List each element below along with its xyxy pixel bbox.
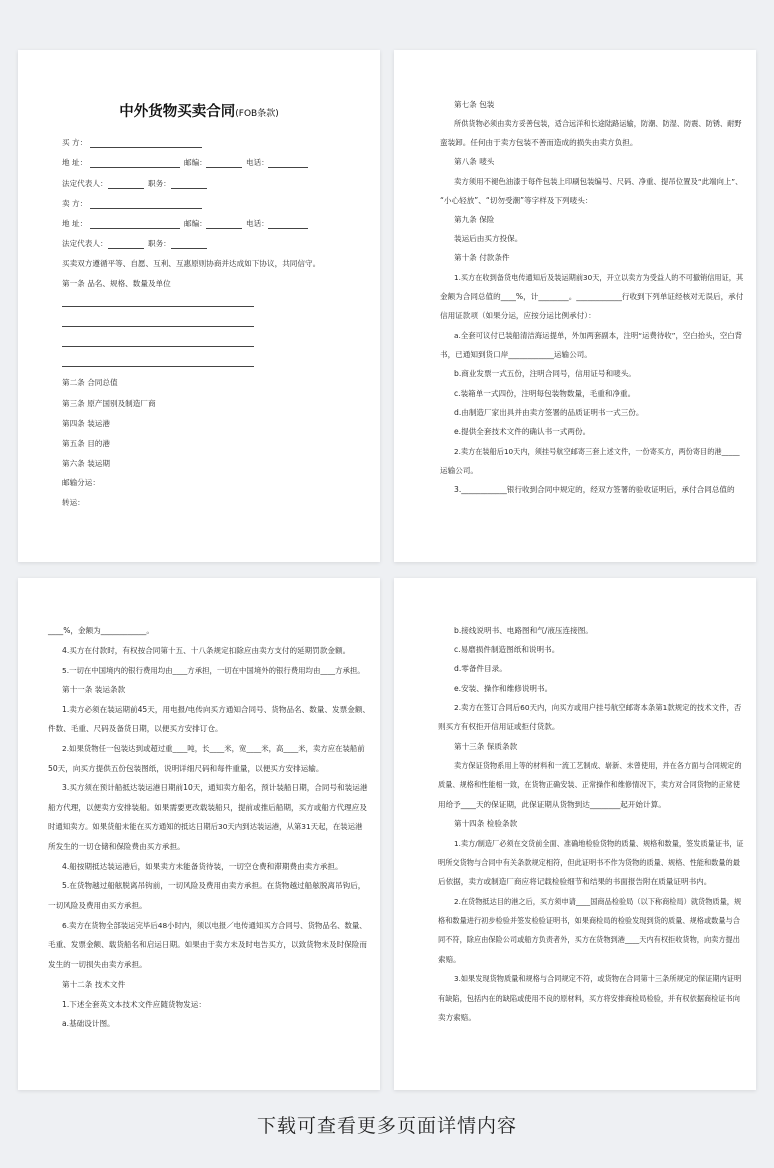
text-line: 4.船按期抵达装运港后，如果卖方未能备货待装，一切空仓费和滞期费由卖方承担。: [62, 862, 343, 871]
article-6-heading: 第六条 装运期: [62, 459, 110, 468]
text-line: d.由制造厂家出具并由卖方签署的品质证明书一式三份。: [454, 408, 644, 417]
text-line: 时通知卖方。如果货船未能在买方通知的抵达日期后30天内到达装运港，从第31天起，在装运港: [48, 822, 363, 831]
text-line: 1.卖方/制造厂必须在交货前全面、准确地检验货物的质量、规格和数量，签发质量证书，证: [454, 839, 744, 848]
buyer-tel-label: 电话：: [246, 158, 269, 167]
text-line: 2.卖方在装船后10天内，须挂号航空邮寄三套上述文件，一份寄买方，两份寄目的港_____: [454, 447, 740, 456]
text-line: 3.____________银行收到合同中规定的，经双方签署的验收证明后，承付合同总值的: [454, 485, 735, 494]
text-line: 后依据，卖方或制造厂商应将记载检验细节和结果的书面报告附在质量证明书内。: [438, 877, 712, 886]
text-line: 第九条 保险: [454, 215, 495, 224]
seller-label: 卖 方：: [62, 199, 88, 208]
text-line: 4.买方在付款时，有权按合同第十五、十八条规定扣除应由卖方支付的延期罚款金额。: [62, 646, 351, 655]
text-line: 件数、毛重、尺码及备货日期，以便买方安排订仓。: [48, 724, 223, 733]
text-line: 蛮装卸。任何由于卖方包装不善而造成的损失由卖方负担。: [440, 138, 638, 147]
text-line: 装运后由买方投保。: [454, 234, 523, 243]
seller-position-blank: [171, 248, 207, 249]
text-line: 索赔。: [438, 955, 461, 964]
text-line: 一切风险及费用由买方承担。: [48, 901, 147, 910]
text-line: 同不符，除应由保险公司或船方负责者外，买方在货物到港____天内有权拒收货物，向卖方提出: [438, 935, 740, 944]
contract-page-2: [394, 50, 756, 562]
buyer-address-label: 地 址：: [62, 158, 88, 167]
text-line: 第十二条 技术文件: [62, 980, 126, 989]
text-line: 2.卖方在签订合同后60天内，向买方或用户挂号航空邮寄本条第1款规定的技术文件，否: [454, 703, 742, 712]
text-line: 50天，向买方提供五份包装图纸，说明详细尺码和每件重量，以便买方安排运输。: [48, 764, 324, 773]
text-line: 用给予____天的保证期，此保证期从货物到达________起开始计算。: [438, 800, 666, 809]
contract-page-3: [18, 578, 380, 1090]
seller-tel-label: 电话：: [246, 219, 269, 228]
text-line: 船方代理，以便卖方安排装船。如果需要更改载装船只，提前或推后船期，买方或船方代理应及: [48, 803, 367, 812]
text-line: 3.如果发现货物质量和规格与合同规定不符，或货物在合同第十三条所规定的保证期内证明: [454, 974, 742, 983]
text-line: e.安装、操作和维修说明书。: [454, 684, 553, 693]
text-line: “小心轻放”、“切勿受潮”等字样及下列唛头：: [440, 196, 593, 205]
text-line: 6.卖方在货物全部装运完毕后48小时内，须以电报／电传通知买方合同号、货物品名、数量、: [62, 921, 367, 930]
text-line: 第十条 付款条件: [454, 253, 510, 262]
buyer-label: 买 方：: [62, 138, 88, 147]
buyer-tel-blank: [268, 167, 308, 168]
text-line: a.基础设计图。: [62, 1019, 115, 1028]
text-line: 卖方须用不褪色油漆于每件包装上印刷包装编号、尺码、净重、提吊位置及“此端向上”、: [454, 177, 743, 186]
buyer-position-label: 职务：: [148, 179, 171, 188]
seller-position-label: 职务：: [148, 239, 171, 248]
text-line: 格和数量进行初步检验并签发检验证明书，如果商检局的检验发现到货的质量、规格或数量与合: [438, 916, 740, 925]
text-line: 第十四条 检验条款: [454, 819, 518, 828]
text-line: 明所交货物与合同中有关条款规定相符，但此证明书不作为货物的质量、规格、性能和数量的最: [438, 858, 740, 867]
text-line: 1.下述全套英文本技术文件应随货物发运：: [62, 1000, 206, 1009]
buyer-rep-blank: [108, 188, 144, 189]
contract-page-4: [394, 578, 756, 1090]
text-line: 毛重、发票金额、载货船名和启运日期。如果由于卖方未及时电告买方，以致货物未及时保险而: [48, 940, 367, 949]
text-line: 3.买方须在预计船抵达装运港日期前10天，通知卖方船名，预计装船日期，合同号和装运港: [62, 783, 368, 792]
article-1-heading: 第一条 品名、规格、数量及单位: [62, 279, 171, 288]
text-line: 有缺陷，包括内在的缺陷或使用不良的原材料，买方将安排商检局检验，并有权依据商检证书向: [438, 994, 740, 1003]
text-line: 所发生的一切仓储和保险费由买方承担。: [48, 842, 185, 851]
buyer-blank: [90, 147, 202, 148]
article-2-heading: 第二条 合同总值: [62, 378, 118, 387]
seller-tel-blank: [268, 228, 308, 229]
text-line: a.全套可议付已装船清洁海运提单，外加两套副本，注明“运费待收”，空白抬头，空白背: [454, 331, 742, 340]
seller-rep-label: 法定代表人：: [62, 239, 108, 248]
text-line: 运输公司。: [440, 466, 478, 475]
partial-shipment-label: 邮输分运：: [62, 478, 100, 487]
text-line: 质量、规格和性能相一致，在货物正确安装、正常操作和维修情况下，卖方对合同货物的正常使: [438, 780, 740, 789]
buyer-address-blank: [90, 167, 180, 168]
text-line: 2.如果货物任一包装达到或超过重____吨，长____米，宽____米，高____米，卖方应在装船前: [62, 744, 365, 753]
item-line-1: [62, 306, 254, 307]
item-line-2: [62, 326, 254, 327]
text-line: 金额为合同总值的____%，计________。____________行收到下列单证经核对无误后，承付: [440, 292, 744, 301]
seller-zip-blank: [206, 228, 242, 229]
seller-zip-label: 邮编：: [184, 219, 207, 228]
item-line-3: [62, 346, 254, 347]
text-line: 第七条 包装: [454, 100, 495, 109]
text-line: b.接线说明书、电路图和气/液压连接图。: [454, 626, 593, 635]
text-line: 卖方索赔。: [438, 1013, 476, 1022]
intro-text: 买卖双方遵循平等、自愿、互利、互惠原则协商并达成如下协议，共同信守。: [62, 259, 321, 268]
text-line: 5.在货物越过船舷脱离吊钩前，一切风险及费用由卖方承担。在货物越过船舷脱离吊钩后，: [62, 881, 366, 890]
text-line: 5.一切在中国境内的银行费用均由____方承担，一切在中国境外的银行费用均由____方承担。: [62, 666, 365, 675]
title-main: 中外货物买卖合同: [119, 104, 236, 120]
text-line: b.商业发票一式五份，注明合同号，信用证号和唛头。: [454, 369, 636, 378]
download-more-footer: 下载可查看更多页面详情内容: [256, 1115, 517, 1137]
text-line: 2.在货物抵达目的港之后，买方须申请____国商品检验局（以下称商检局）就货物质量，规: [454, 897, 742, 906]
text-line: 第十三条 保质条款: [454, 742, 518, 751]
buyer-zip-blank: [206, 167, 242, 168]
text-line: 信用证款项（如果分运，应按分运比例承付）：: [440, 311, 596, 320]
text-line: 则买方有权拒开信用证或拒付货款。: [438, 722, 560, 731]
text-line: 书，已通知到货口岸____________运输公司。: [440, 350, 592, 359]
title-sub: (FOB条款): [235, 109, 279, 119]
text-line: 1.买方在收到备货电传通知后及装运期前30天，开立以卖方为受益人的不可撤销信用证，其: [454, 273, 744, 282]
page-title: [18, 100, 380, 121]
text-line: 第十一条 装运条款: [62, 685, 126, 694]
buyer-rep-label: 法定代表人：: [62, 179, 108, 188]
text-line: c.易磨损件制造图纸和说明书。: [454, 645, 560, 654]
text-line: 1.卖方必须在装运期前45天，用电报/电传向买方通知合同号、货物品名、数量、发票金额、: [62, 705, 371, 714]
article-5-heading: 第五条 目的港: [62, 439, 110, 448]
seller-blank: [90, 208, 202, 209]
article-4-heading: 第四条 装运港: [62, 419, 110, 428]
text-line: 发生的一切损失由卖方承担。: [48, 960, 147, 969]
text-line: 第八条 唛头: [454, 157, 495, 166]
text-line: 卖方保证货物系用上等的材料和一流工艺制成、崭新、未曾使用，并在各方面与合同规定的: [454, 761, 742, 770]
contract-page-1: [18, 50, 380, 562]
buyer-position-blank: [171, 188, 207, 189]
seller-address-blank: [90, 228, 180, 229]
article-3-heading: 第三条 原产国别及制造厂商: [62, 399, 156, 408]
transshipment-label: 转运：: [62, 498, 85, 507]
text-line: c.装箱单一式四份，注明每包装物数量，毛重和净重。: [454, 389, 636, 398]
text-line: e.提供全套技术文件的确认书一式两份。: [454, 427, 591, 436]
buyer-zip-label: 邮编：: [184, 158, 207, 167]
seller-rep-blank: [108, 248, 144, 249]
seller-address-label: 地 址：: [62, 219, 88, 228]
text-line: 所供货物必须由卖方妥善包装，适合远洋和长途陆路运输，防潮、防湿、防震、防锈、耐野: [454, 119, 742, 128]
text-line: d.零备件目录。: [454, 664, 507, 673]
text-line: ____%，金额为____________。: [48, 626, 154, 635]
item-line-4: [62, 366, 254, 367]
